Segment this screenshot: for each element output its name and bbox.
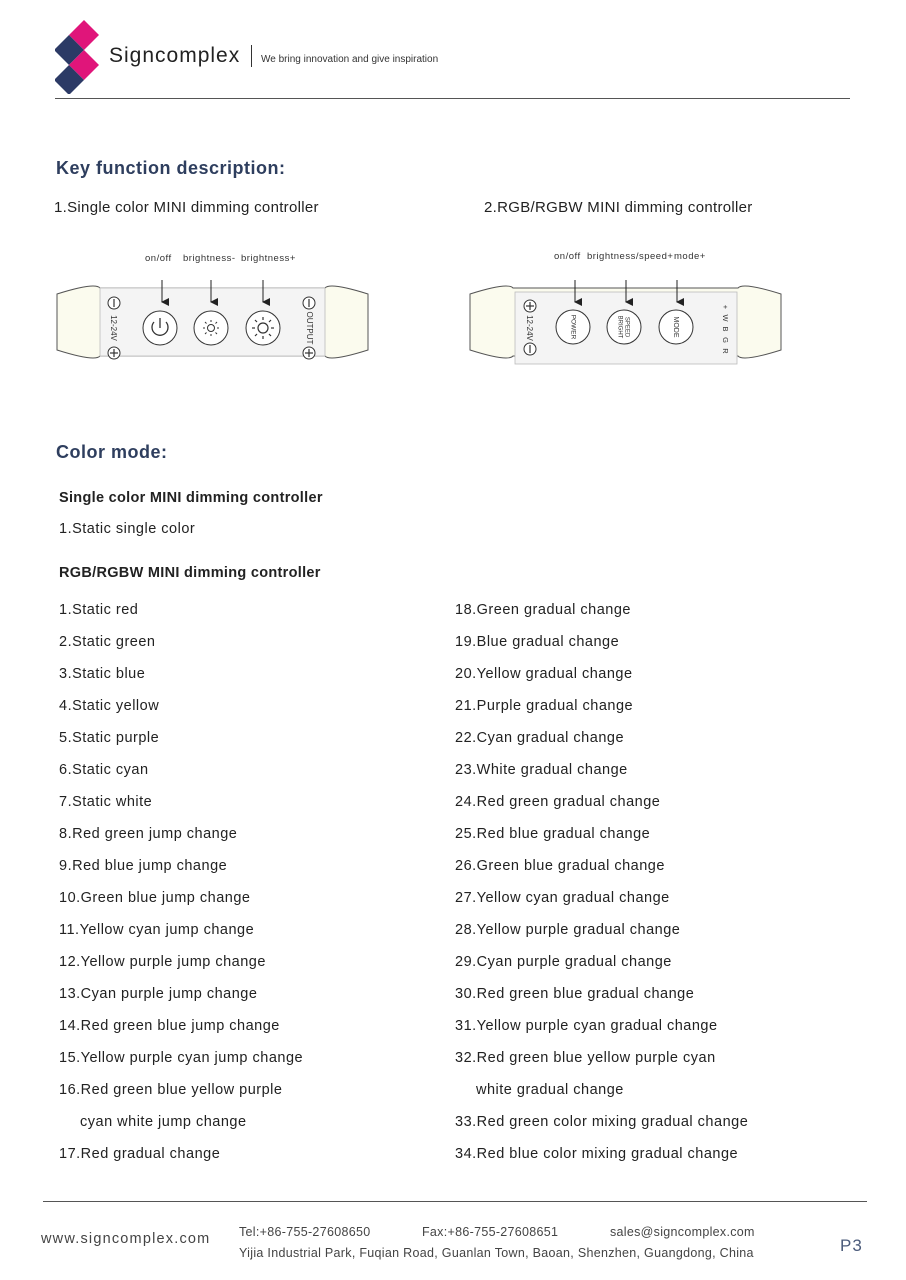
mode-item: cyan white jump change bbox=[80, 1114, 247, 1130]
mode-item: 4.Static yellow bbox=[59, 698, 160, 714]
header-divider bbox=[251, 45, 252, 67]
footer-tel: Tel:+86-755-27608650 bbox=[239, 1225, 371, 1239]
mode-item: 23.White gradual change bbox=[455, 762, 628, 778]
mode-item: 20.Yellow gradual change bbox=[455, 666, 633, 682]
label-rgb-brightness-speed: brightness/speed+ bbox=[587, 251, 674, 262]
rgb-speed-button bbox=[607, 310, 641, 344]
footer-address: Yijia Industrial Park, Fuqian Road, Guanlan Town, Baoan, Shenzhen, Guangdong, China bbox=[239, 1246, 754, 1260]
mode-item: 32.Red green blue yellow purple cyan bbox=[455, 1050, 716, 1066]
output-plus-icon bbox=[303, 347, 315, 359]
rgb-controller-diagram bbox=[468, 262, 783, 372]
mode-item: 6.Static cyan bbox=[59, 762, 149, 778]
power-button bbox=[143, 311, 177, 345]
mode-item: 24.Red green gradual change bbox=[455, 794, 661, 810]
page-number: P3 bbox=[840, 1236, 863, 1255]
pin-r: R bbox=[721, 348, 730, 354]
mode-item: 25.Red blue gradual change bbox=[455, 826, 651, 842]
footer-fax: Fax:+86-755-27608651 bbox=[422, 1225, 559, 1239]
header-rule bbox=[55, 98, 850, 99]
mode-item: 19.Blue gradual change bbox=[455, 634, 620, 650]
input-minus-icon bbox=[108, 297, 120, 309]
label-on-off: on/off bbox=[145, 253, 172, 264]
mode-item: 22.Cyan gradual change bbox=[455, 730, 625, 746]
key-function-heading: Key function description: bbox=[56, 158, 286, 178]
footer-website[interactable]: www.signcomplex.com bbox=[41, 1231, 211, 1247]
mode-item: 5.Static purple bbox=[59, 730, 160, 746]
mode-item: 9.Red blue jump change bbox=[59, 858, 228, 874]
brightness-minus-button bbox=[194, 311, 228, 345]
label-rgb-on-off: on/off bbox=[554, 251, 581, 262]
single-controller-title: 1.Single color MINI dimming controller bbox=[54, 199, 319, 216]
rgb-speed-label: SPEED bbox=[623, 316, 630, 338]
single-controller-diagram bbox=[55, 262, 370, 372]
rgb-mode-button bbox=[659, 310, 693, 344]
mode-item: 16.Red green blue yellow purple bbox=[59, 1082, 283, 1098]
mode-item: 18.Green gradual change bbox=[455, 602, 631, 618]
company-logo bbox=[55, 20, 101, 94]
mode-item: 34.Red blue color mixing gradual change bbox=[455, 1146, 739, 1162]
tagline: We bring innovation and give inspiration bbox=[261, 54, 439, 65]
input-plus-icon bbox=[108, 347, 120, 359]
mode-item: 10.Green blue jump change bbox=[59, 890, 251, 906]
mode-item: 2.Static green bbox=[59, 634, 156, 650]
label-rgb-mode: mode+ bbox=[674, 251, 706, 262]
rgb-input-label: 12-24V bbox=[525, 315, 534, 341]
brightness-plus-button bbox=[246, 311, 280, 345]
mode-item: 28.Yellow purple gradual change bbox=[455, 922, 681, 938]
brand-name: Signcomplex bbox=[109, 44, 241, 67]
footer-rule bbox=[43, 1201, 867, 1202]
pin-plus: + bbox=[721, 304, 730, 310]
color-mode-heading: Color mode: bbox=[56, 442, 168, 462]
rgb-mode-title: RGB/RGBW MINI dimming controller bbox=[59, 565, 321, 581]
mode-item: 11.Yellow cyan jump change bbox=[59, 922, 255, 938]
rgb-mode-label: MODE bbox=[672, 316, 680, 338]
pin-b: B bbox=[721, 326, 730, 332]
mode-item: 26.Green blue gradual change bbox=[455, 858, 665, 874]
mode-item: 14.Red green blue jump change bbox=[59, 1018, 280, 1034]
rgb-bright-label: BRIGHT bbox=[616, 315, 623, 339]
rgb-power-button bbox=[556, 310, 590, 344]
mode-item: 17.Red gradual change bbox=[59, 1146, 221, 1162]
mode-item: 8.Red green jump change bbox=[59, 826, 238, 842]
pin-g: G bbox=[721, 337, 730, 343]
single-input-label: 12-24V bbox=[109, 315, 118, 341]
rgb-input-plus-icon bbox=[524, 300, 536, 312]
rgb-power-label: POWER bbox=[569, 314, 577, 340]
mode-item: 13.Cyan purple jump change bbox=[59, 986, 258, 1002]
mode-item: 7.Static white bbox=[59, 794, 153, 810]
mode-item: 27.Yellow cyan gradual change bbox=[455, 890, 670, 906]
mode-item: 29.Cyan purple gradual change bbox=[455, 954, 672, 970]
single-mode-title: Single color MINI dimming controller bbox=[59, 490, 323, 506]
single-mode-item: 1.Static single color bbox=[59, 521, 196, 537]
single-output-label: OUTPUT bbox=[305, 311, 314, 345]
mode-item: 30.Red green blue gradual change bbox=[455, 986, 695, 1002]
label-brightness-minus: brightness- bbox=[183, 253, 236, 264]
mode-item: 3.Static blue bbox=[59, 666, 146, 682]
mode-item: 21.Purple gradual change bbox=[455, 698, 634, 714]
mode-item: white gradual change bbox=[476, 1082, 624, 1098]
mode-item: 31.Yellow purple cyan gradual change bbox=[455, 1018, 718, 1034]
mode-item: 33.Red green color mixing gradual change bbox=[455, 1114, 749, 1130]
output-minus-icon bbox=[303, 297, 315, 309]
pin-w: W bbox=[721, 314, 730, 322]
label-brightness-plus: brightness+ bbox=[241, 253, 296, 264]
mode-item: 1.Static red bbox=[59, 602, 139, 618]
rgb-input-minus-icon bbox=[524, 343, 536, 355]
rgb-controller-title: 2.RGB/RGBW MINI dimming controller bbox=[484, 199, 753, 216]
footer-email[interactable]: sales@signcomplex.com bbox=[610, 1225, 755, 1239]
mode-item: 12.Yellow purple jump change bbox=[59, 954, 266, 970]
mode-item: 15.Yellow purple cyan jump change bbox=[59, 1050, 304, 1066]
